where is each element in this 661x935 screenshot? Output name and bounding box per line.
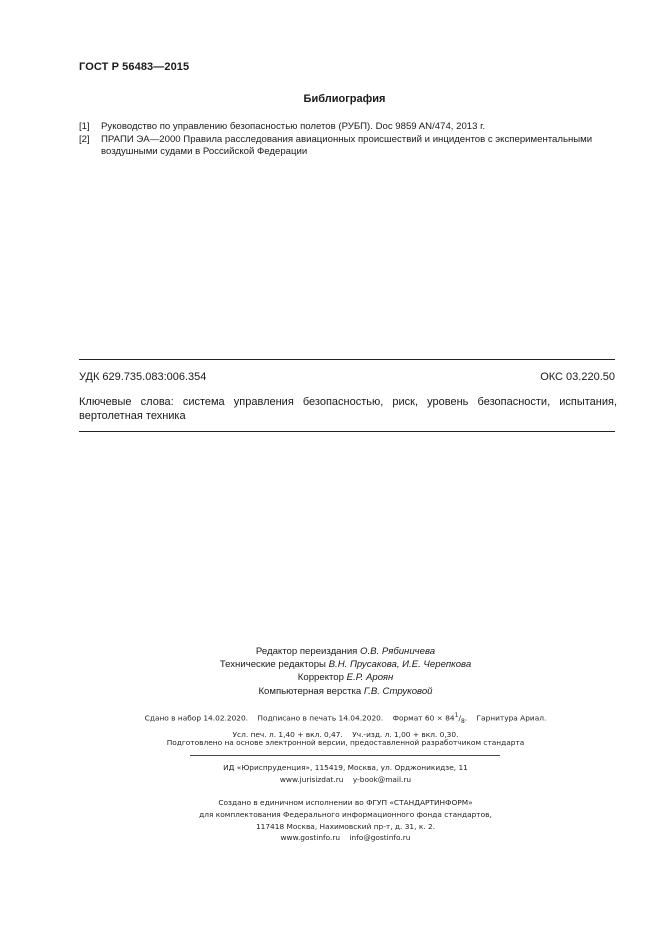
print-info-text: Сдано в набор 14.02.2020. Подписано в печать 14.04.2020. Формат 60 × 84 bbox=[144, 713, 455, 723]
bibliography-list bbox=[79, 121, 619, 159]
format-denominator: 8 bbox=[460, 717, 465, 725]
credit-corrector bbox=[0, 671, 661, 684]
credit-name: В.Н. Прусакова, И.Е. Черепкова bbox=[328, 659, 472, 671]
credit-name: Е.Р. Ароян bbox=[346, 672, 394, 684]
publisher-block bbox=[0, 762, 661, 786]
credits-block bbox=[0, 645, 661, 698]
credit-editor bbox=[0, 645, 661, 658]
credit-role: Корректор bbox=[297, 672, 344, 684]
divider-bottom bbox=[79, 431, 615, 432]
print-info-line-1: Сдано в набор 14.02.2020. Подписано в печать 14.04.2020. Формат $60 \times 84^1/_8$. Гарнитура Ариал. bbox=[144, 712, 547, 725]
publisher-address: ИД «Юриспруденция», 115419, Москва, ул. Орджоникидзе, 11 bbox=[223, 763, 468, 772]
publisher-contacts: www.jurisizdat.ru y-book@mail.ru bbox=[279, 775, 412, 785]
bibliography-item bbox=[79, 121, 619, 134]
printer-address: 117418 Москва, Нахимовский пр-т, д. 31, к. 2. bbox=[255, 821, 436, 831]
udk-code: УДК 629.735.083:006.354 bbox=[79, 371, 207, 383]
divider-top bbox=[79, 359, 615, 360]
credit-role: Редактор переиздания bbox=[255, 646, 358, 657]
printer-block bbox=[0, 797, 661, 844]
printer-line: Создано в единичном исполнении во ФГУП «СТАНДАРТИНФОРМ» bbox=[218, 798, 473, 807]
format-numerator: 1 bbox=[454, 712, 459, 719]
bibliography-item bbox=[79, 134, 619, 159]
printer-line: для комплектования Федерального информационного фонда стандартов, bbox=[199, 809, 492, 819]
document-code: ГОСТ Р 56483—2015 bbox=[79, 61, 190, 73]
print-info bbox=[0, 709, 661, 741]
credit-layout bbox=[0, 685, 661, 698]
print-info-text: . Гарнитура Ариал. bbox=[464, 713, 547, 723]
bibliography-item-number: [2] bbox=[79, 133, 90, 145]
oks-code: ОКС 03.220.50 bbox=[540, 371, 615, 383]
bibliography-item-text: ПРАПИ ЭА—2000 Правила расследования авиационных происшествий и инцидентов с экспериментальными воздушными судами в Российской Федерации bbox=[101, 133, 593, 157]
bibliography-item-text: Руководство по управлению безопасностью полетов (РУБП). Doc 9859 AN/474, 2013 г. bbox=[101, 121, 486, 132]
credit-tech-editors bbox=[0, 658, 661, 671]
credit-role: Технические редакторы bbox=[219, 659, 326, 671]
print-info-line-2: Усл. печ. л. 1,40 + вкл. 0,47. Уч.-изд. л. 1,00 + вкл. 0,30. bbox=[232, 729, 459, 739]
bibliography-item-number: [1] bbox=[79, 121, 90, 132]
divider-small bbox=[190, 755, 500, 756]
printer-contacts: www.gostinfo.ru info@gostinfo.ru bbox=[280, 833, 411, 843]
prepared-note: Подготовлено на основе электронной версии, предоставленной разработчиком стандарта bbox=[166, 738, 525, 747]
credit-name: О.В. Рябиничева bbox=[360, 646, 436, 657]
credit-name: Г.В. Струковой bbox=[363, 685, 433, 697]
keywords: Ключевые слова: система управления безопасностью, риск, уровень безопасности, испытания, вертолетная техника bbox=[79, 396, 617, 422]
bibliography-title: Библиография bbox=[303, 93, 386, 105]
credit-role: Компьютерная верстка bbox=[258, 685, 362, 697]
